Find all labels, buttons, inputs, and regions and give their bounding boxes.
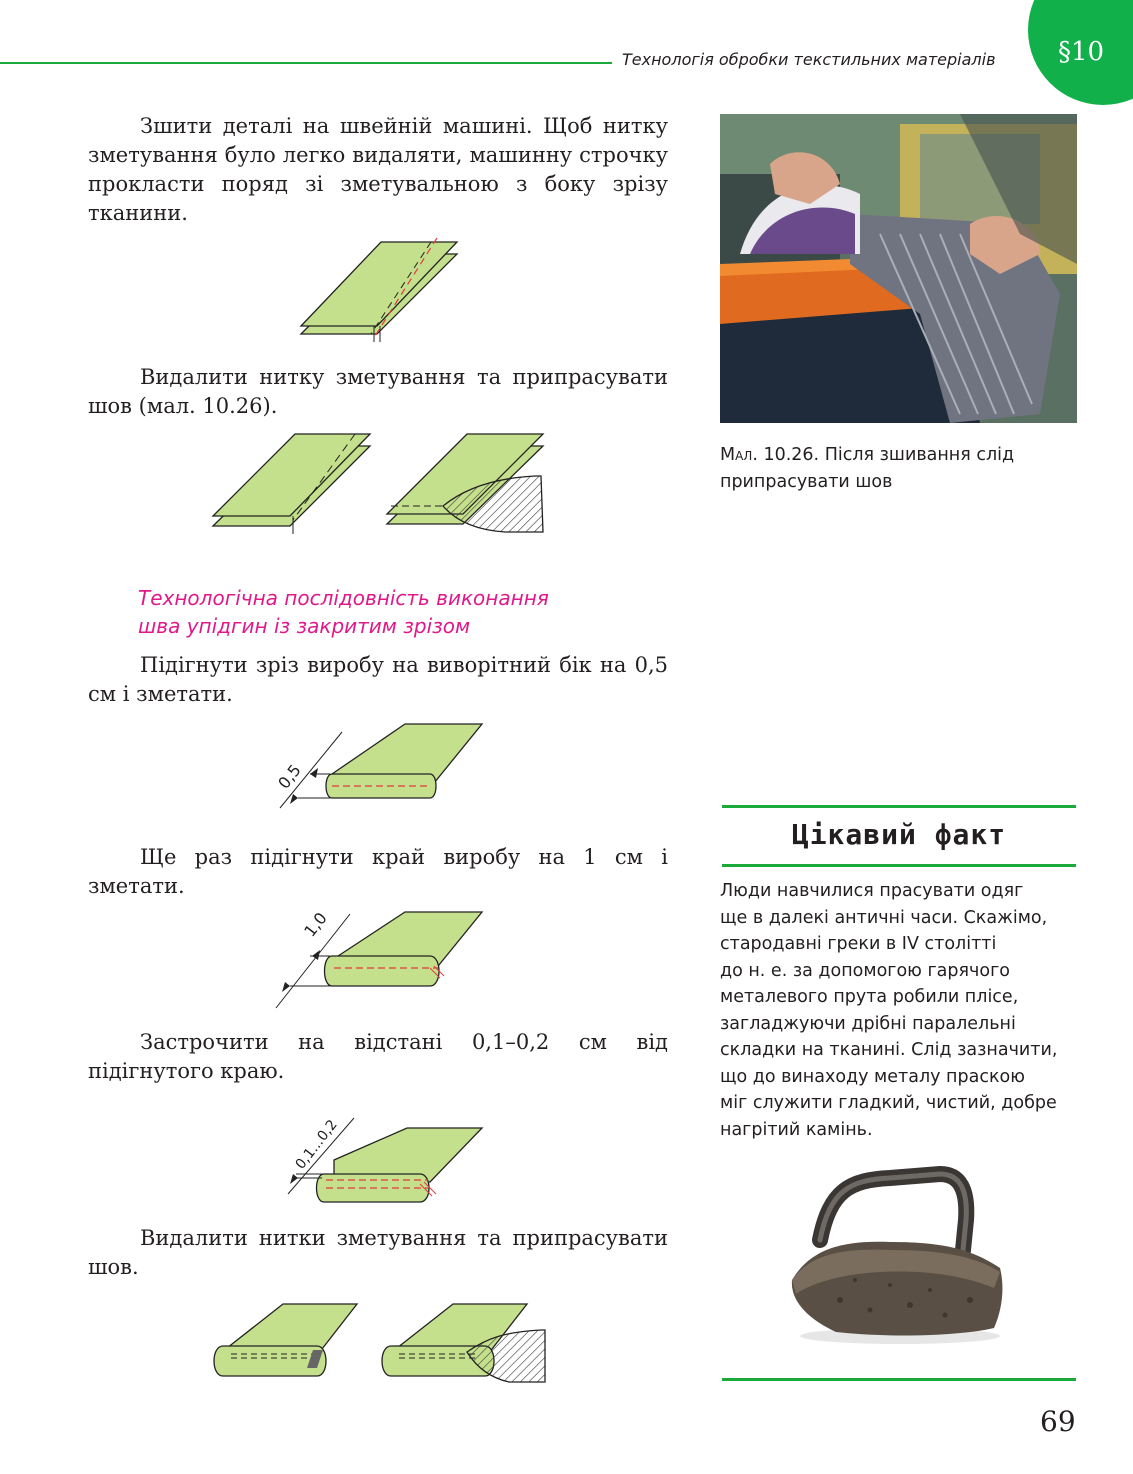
figure-fold-05 bbox=[270, 718, 490, 828]
fact-line: що до винаходу металу праскою bbox=[720, 1066, 1025, 1087]
dim-label-05: 0,5 bbox=[274, 760, 305, 793]
fact-line: Люди навчилися прасувати одяг bbox=[720, 881, 1024, 901]
fact-line: міг служити гладкий, чистий, добре bbox=[720, 1093, 1057, 1113]
fact-rule-under-title bbox=[722, 864, 1076, 867]
figure-stitched-layers bbox=[295, 236, 470, 346]
paragraph-second-fold: Ще раз підігнути край виробу на 1 см і зметати. bbox=[88, 845, 668, 898]
fact-rule-top bbox=[722, 805, 1076, 808]
section-number: §10 bbox=[1058, 37, 1105, 67]
paragraph-press-seam: Видалити нитку зметування та припрасувати шов (мал. 10.26). bbox=[88, 365, 668, 418]
caption-text: Після зшивання слід припрасувати шов bbox=[720, 445, 1015, 492]
figure-press-seam bbox=[205, 428, 550, 538]
figure-fold-10 bbox=[270, 908, 490, 1013]
paragraph-stitch: Зшити деталі на швейній машині. Щоб нитку зметування було легко видаляти, машинну строчку прокласти поряд зі зметувальною з боку зрізу тканини. bbox=[88, 114, 668, 225]
caption-label: Мал. 10.26. bbox=[720, 445, 820, 465]
fact-line: загладжуючи дрібні паралельні bbox=[720, 1013, 1016, 1034]
photo-antique-iron bbox=[780, 1160, 1020, 1350]
fact-rule-bottom bbox=[722, 1378, 1076, 1381]
subheading-line-1: Технологічна послідовність виконання bbox=[138, 586, 549, 610]
fact-line: нагрітий камінь. bbox=[720, 1119, 873, 1140]
figure-caption bbox=[720, 442, 1070, 496]
fact-line: стародавні греки в IV столітті bbox=[720, 934, 997, 954]
header-rule bbox=[0, 62, 612, 64]
running-header: Технологія обробки текстильних матеріалів bbox=[622, 50, 996, 69]
paragraph-topstitch: Застрочити на відстані 0,1–0,2 см від підігнутого краю. bbox=[88, 1030, 668, 1083]
fact-line: складки на тканині. Слід зазначити, bbox=[720, 1040, 1058, 1060]
dim-label-01-02: 0,1...0,2 bbox=[292, 1116, 341, 1173]
figure-final-press bbox=[205, 1298, 550, 1388]
section-badge bbox=[1028, 0, 1133, 105]
fact-line: металевого прута робили плісе, bbox=[720, 987, 1019, 1007]
paragraph-first-fold: Підігнути зріз виробу на виворітний бік на 0,5 см і зметати. bbox=[88, 653, 668, 706]
subheading-line-2: шва упідгин із закритим зрізом bbox=[138, 614, 471, 638]
section-subheading bbox=[138, 584, 549, 640]
fact-text bbox=[720, 878, 1076, 1143]
figure-topstitch bbox=[282, 1098, 492, 1208]
paragraph-final-press: Видалити нитки зметування та припрасувати шов. bbox=[88, 1226, 668, 1279]
fact-line: ще в далекі античні часи. Скажімо, bbox=[720, 907, 1048, 928]
dim-label-10: 1,0 bbox=[300, 908, 331, 941]
fact-line: до н. е. за допомогою гарячого bbox=[720, 960, 1010, 981]
photo-ironing bbox=[720, 114, 1077, 423]
page-number: 69 bbox=[1040, 1405, 1076, 1438]
fact-title: Цікавий факт bbox=[791, 818, 1007, 851]
